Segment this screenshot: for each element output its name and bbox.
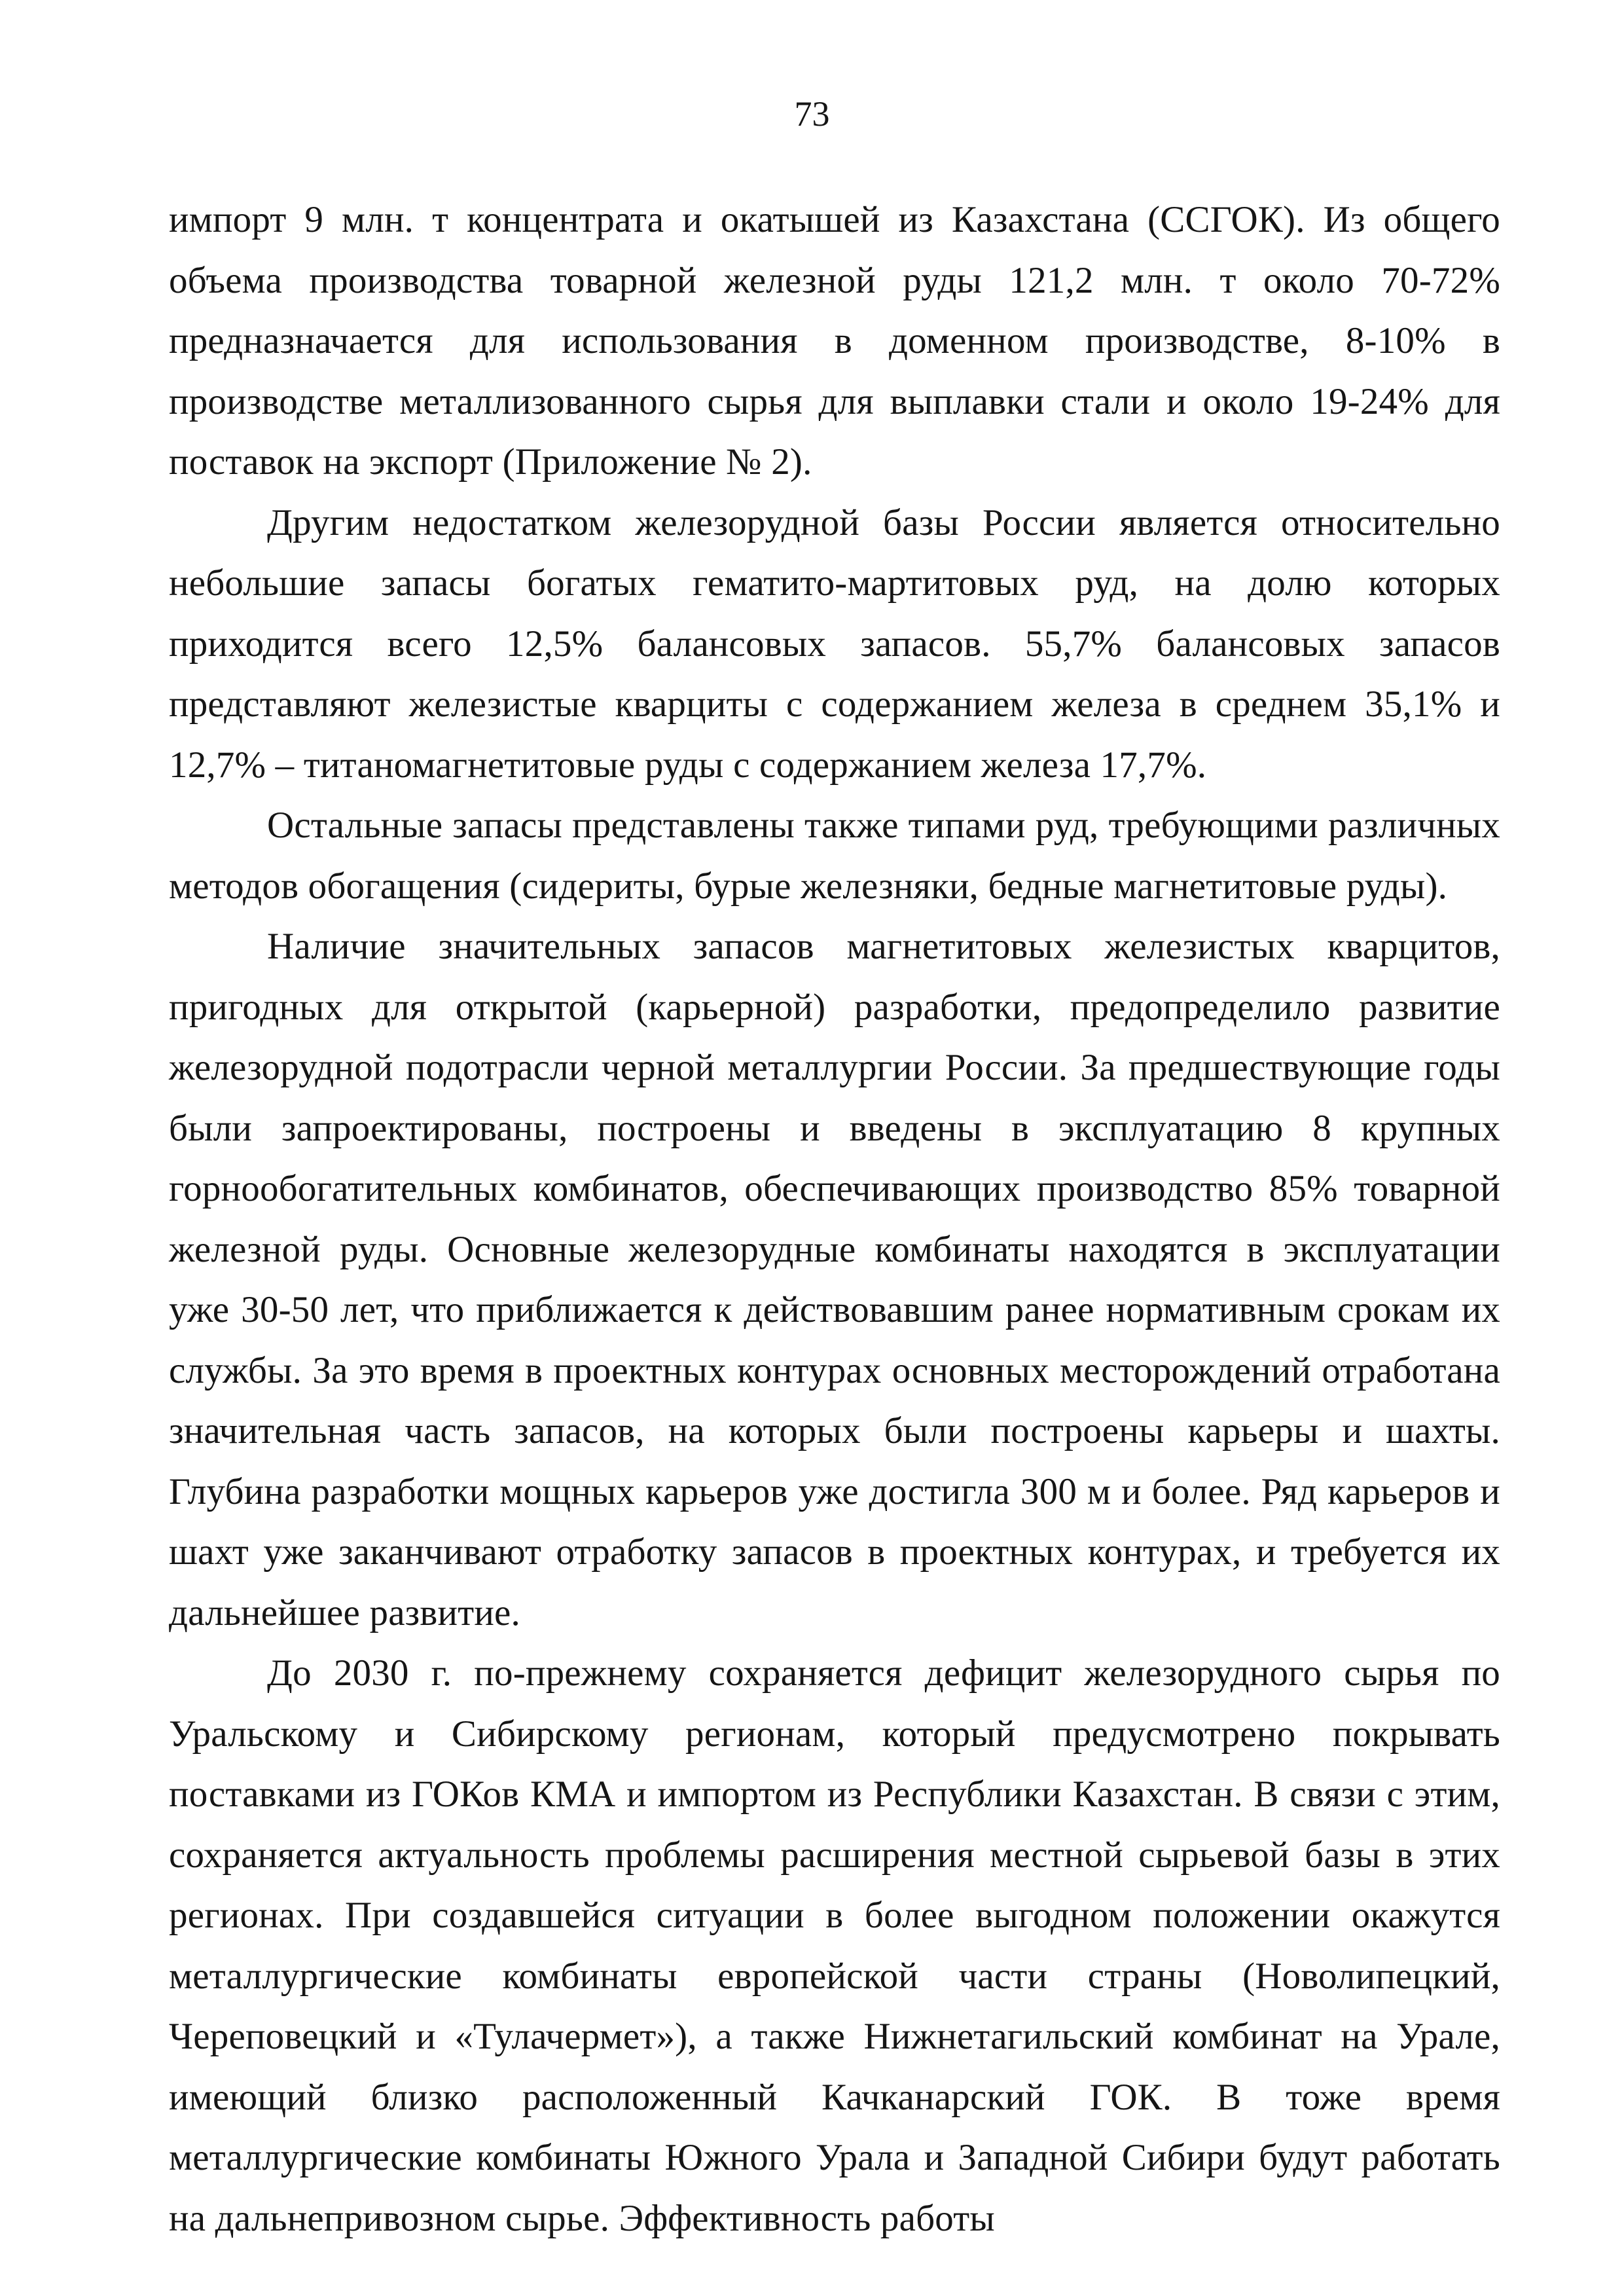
body-text	[169, 190, 1500, 2249]
paragraph-4: Наличие значительных запасов магнетитовых железистых кварцитов, пригодных для открытой (карьерной) разработки, предопределило развитие железорудной подотрасли черной металлургии России. За предшествующие годы были запроектированы, построены и введены в эксплуатацию 8 крупных горнообогатительных комбинатов, обеспечивающих производство 85% товарной железной руды. Основные железорудные комбинаты находятся в эксплуатации уже 30-50 лет, что приближается к действовавшим ранее нормативным срокам их службы. За это время в проектных контурах основных месторождений отработана значительная часть запасов, на которых были построены карьеры и шахты. Глубина разработки мощных карьеров уже достигла 300 м и более. Ряд карьеров и шахт уже заканчивают отработку запасов в проектных контурах, и требуется их дальнейшее развитие.	[169, 926, 1500, 1633]
page-number: 73	[794, 94, 830, 134]
paragraph-5: До 2030 г. по-прежнему сохраняется дефицит железорудного сырья по Уральскому и Сибирскому регионам, который предусмотрено покрывать поставками из ГОКов КМА и импортом из Республики Казахстан. В связи с этим, сохраняется актуальность проблемы расширения местной сырьевой базы в этих регионах. При создавшейся ситуации в более выгодном положении окажутся металлургические комбинаты европейской части страны (Новолипецкий, Череповецкий и «Тулачермет»), а также Нижнетагильский комбинат на Урале, имеющий близко расположенный Качканарский ГОК. В тоже время металлургические комбинаты Южного Урала и Западной Сибири будут работать на дальнепривозном сырье. Эффективность работы	[169, 1652, 1500, 2239]
paragraph-1: импорт 9 млн. т концентрата и окатышей из Казахстана (ССГОК). Из общего объема производства товарной железной руды 121,2 млн. т около 70-72% предназначается для использования в доменном производстве, 8-10% в производстве металлизованного сырья для выплавки стали и около 19-24% для поставок на экспорт (Приложение № 2).	[169, 199, 1500, 483]
paragraph-3: Остальные запасы представлены также типами руд, требующими различных методов обогащения (сидериты, бурые железняки, бедные магнетитовые руды).	[169, 805, 1500, 907]
paragraph-2: Другим недостатком железорудной базы России является относительно небольшие запасы богатых гематито-мартитовых руд, на долю которых приходится всего 12,5% балансовых запасов. 55,7% балансовых запасов представляют железистые кварциты с содержанием железа в среднем 35,1% и 12,7% – титаномагнетитовые руды с содержанием железа 17,7%.	[169, 501, 1500, 786]
